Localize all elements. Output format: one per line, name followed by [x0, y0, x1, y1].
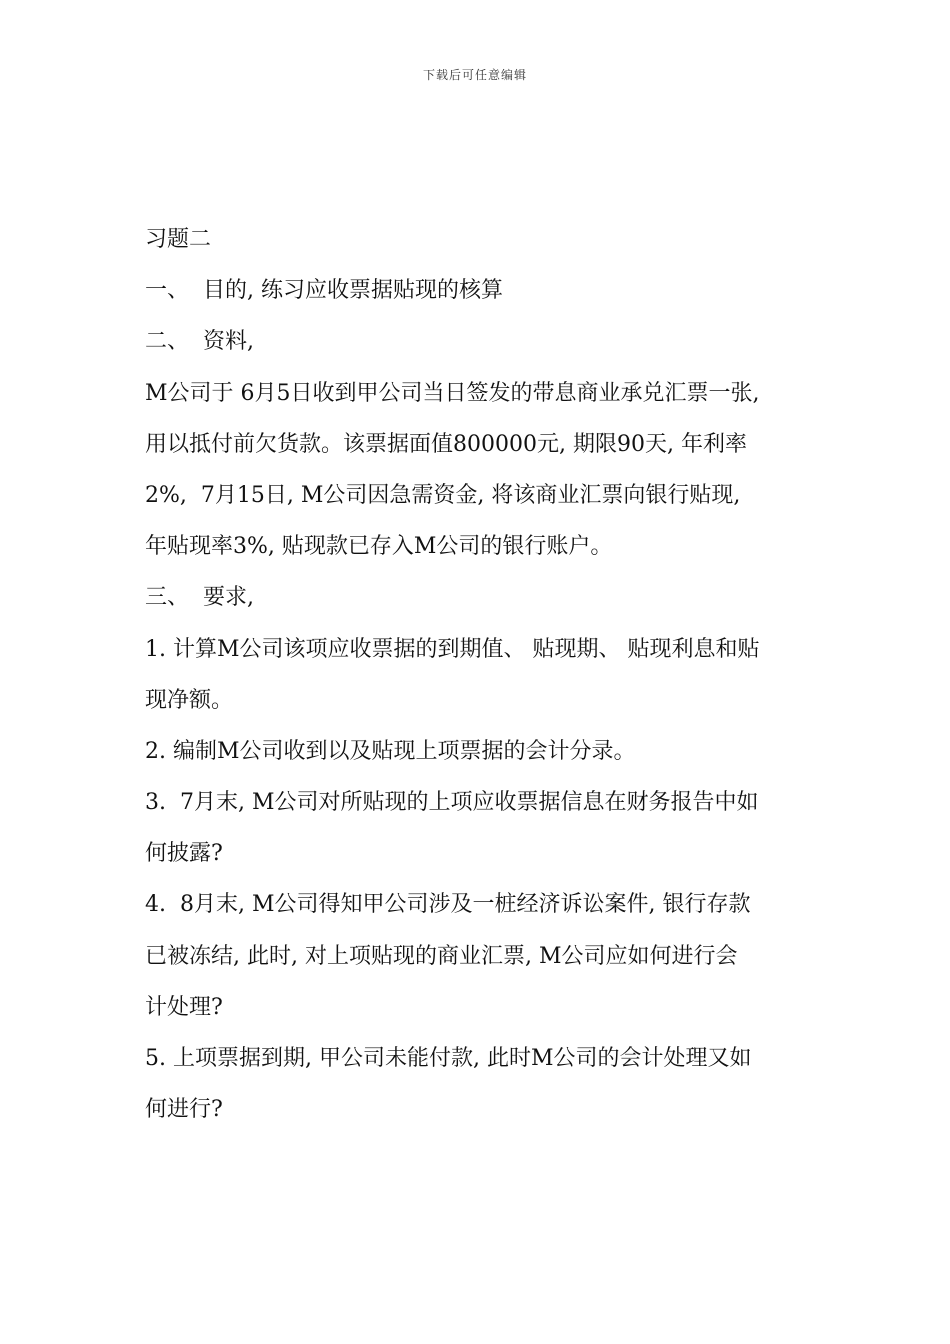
- requirement-1-line-2: 现净额。: [145, 687, 234, 713]
- requirement-5-line-2: 何进行?: [145, 1097, 223, 1123]
- section-materials-heading: 二、 资料,: [145, 329, 254, 355]
- requirement-3-line-1: 3. 7月末, M公司对所贴现的上项应收票据信息在财务报告中如: [145, 790, 759, 816]
- materials-line-2: 用以抵付前欠货款。该票据面值800000元, 期限90天, 年利率: [145, 431, 747, 457]
- materials-line-1: M公司于 6月5日收到甲公司当日签发的带息商业承兑汇票一张,: [145, 380, 760, 406]
- requirement-4-line-3: 计处理?: [145, 994, 223, 1020]
- requirement-1-line-1: 1. 计算M公司该项应收票据的到期值、 贴现期、 贴现利息和贴: [145, 636, 760, 662]
- requirement-4-line-2: 已被冻结, 此时, 对上项贴现的商业汇票, M公司应如何进行会: [145, 943, 738, 969]
- requirement-5-line-1: 5. 上项票据到期, 甲公司未能付款, 此时M公司的会计处理又如: [145, 1046, 752, 1071]
- requirement-2: 2. 编制M公司收到以及贴现上项票据的会计分录。: [145, 738, 636, 764]
- section-purpose: 一、 目的, 练习应收票据贴现的核算: [145, 278, 503, 304]
- document-body: [145, 214, 815, 1135]
- materials-line-4: 年贴现率3%, 贴现款已存入M公司的银行账户。: [145, 534, 613, 560]
- requirement-4-line-1: 4. 8月末, M公司得知甲公司涉及一桩经济诉讼案件, 银行存款: [145, 892, 751, 918]
- header-note: 下载后可任意编辑: [422, 68, 527, 82]
- exercise-title: 习题二: [145, 227, 212, 252]
- requirement-3-line-2: 何披露?: [145, 841, 223, 867]
- section-requirements-heading: 三、 要求,: [145, 585, 254, 611]
- materials-line-3: 2%, 7月15日, M公司因急需资金, 将该商业汇票向银行贴现,: [145, 482, 741, 508]
